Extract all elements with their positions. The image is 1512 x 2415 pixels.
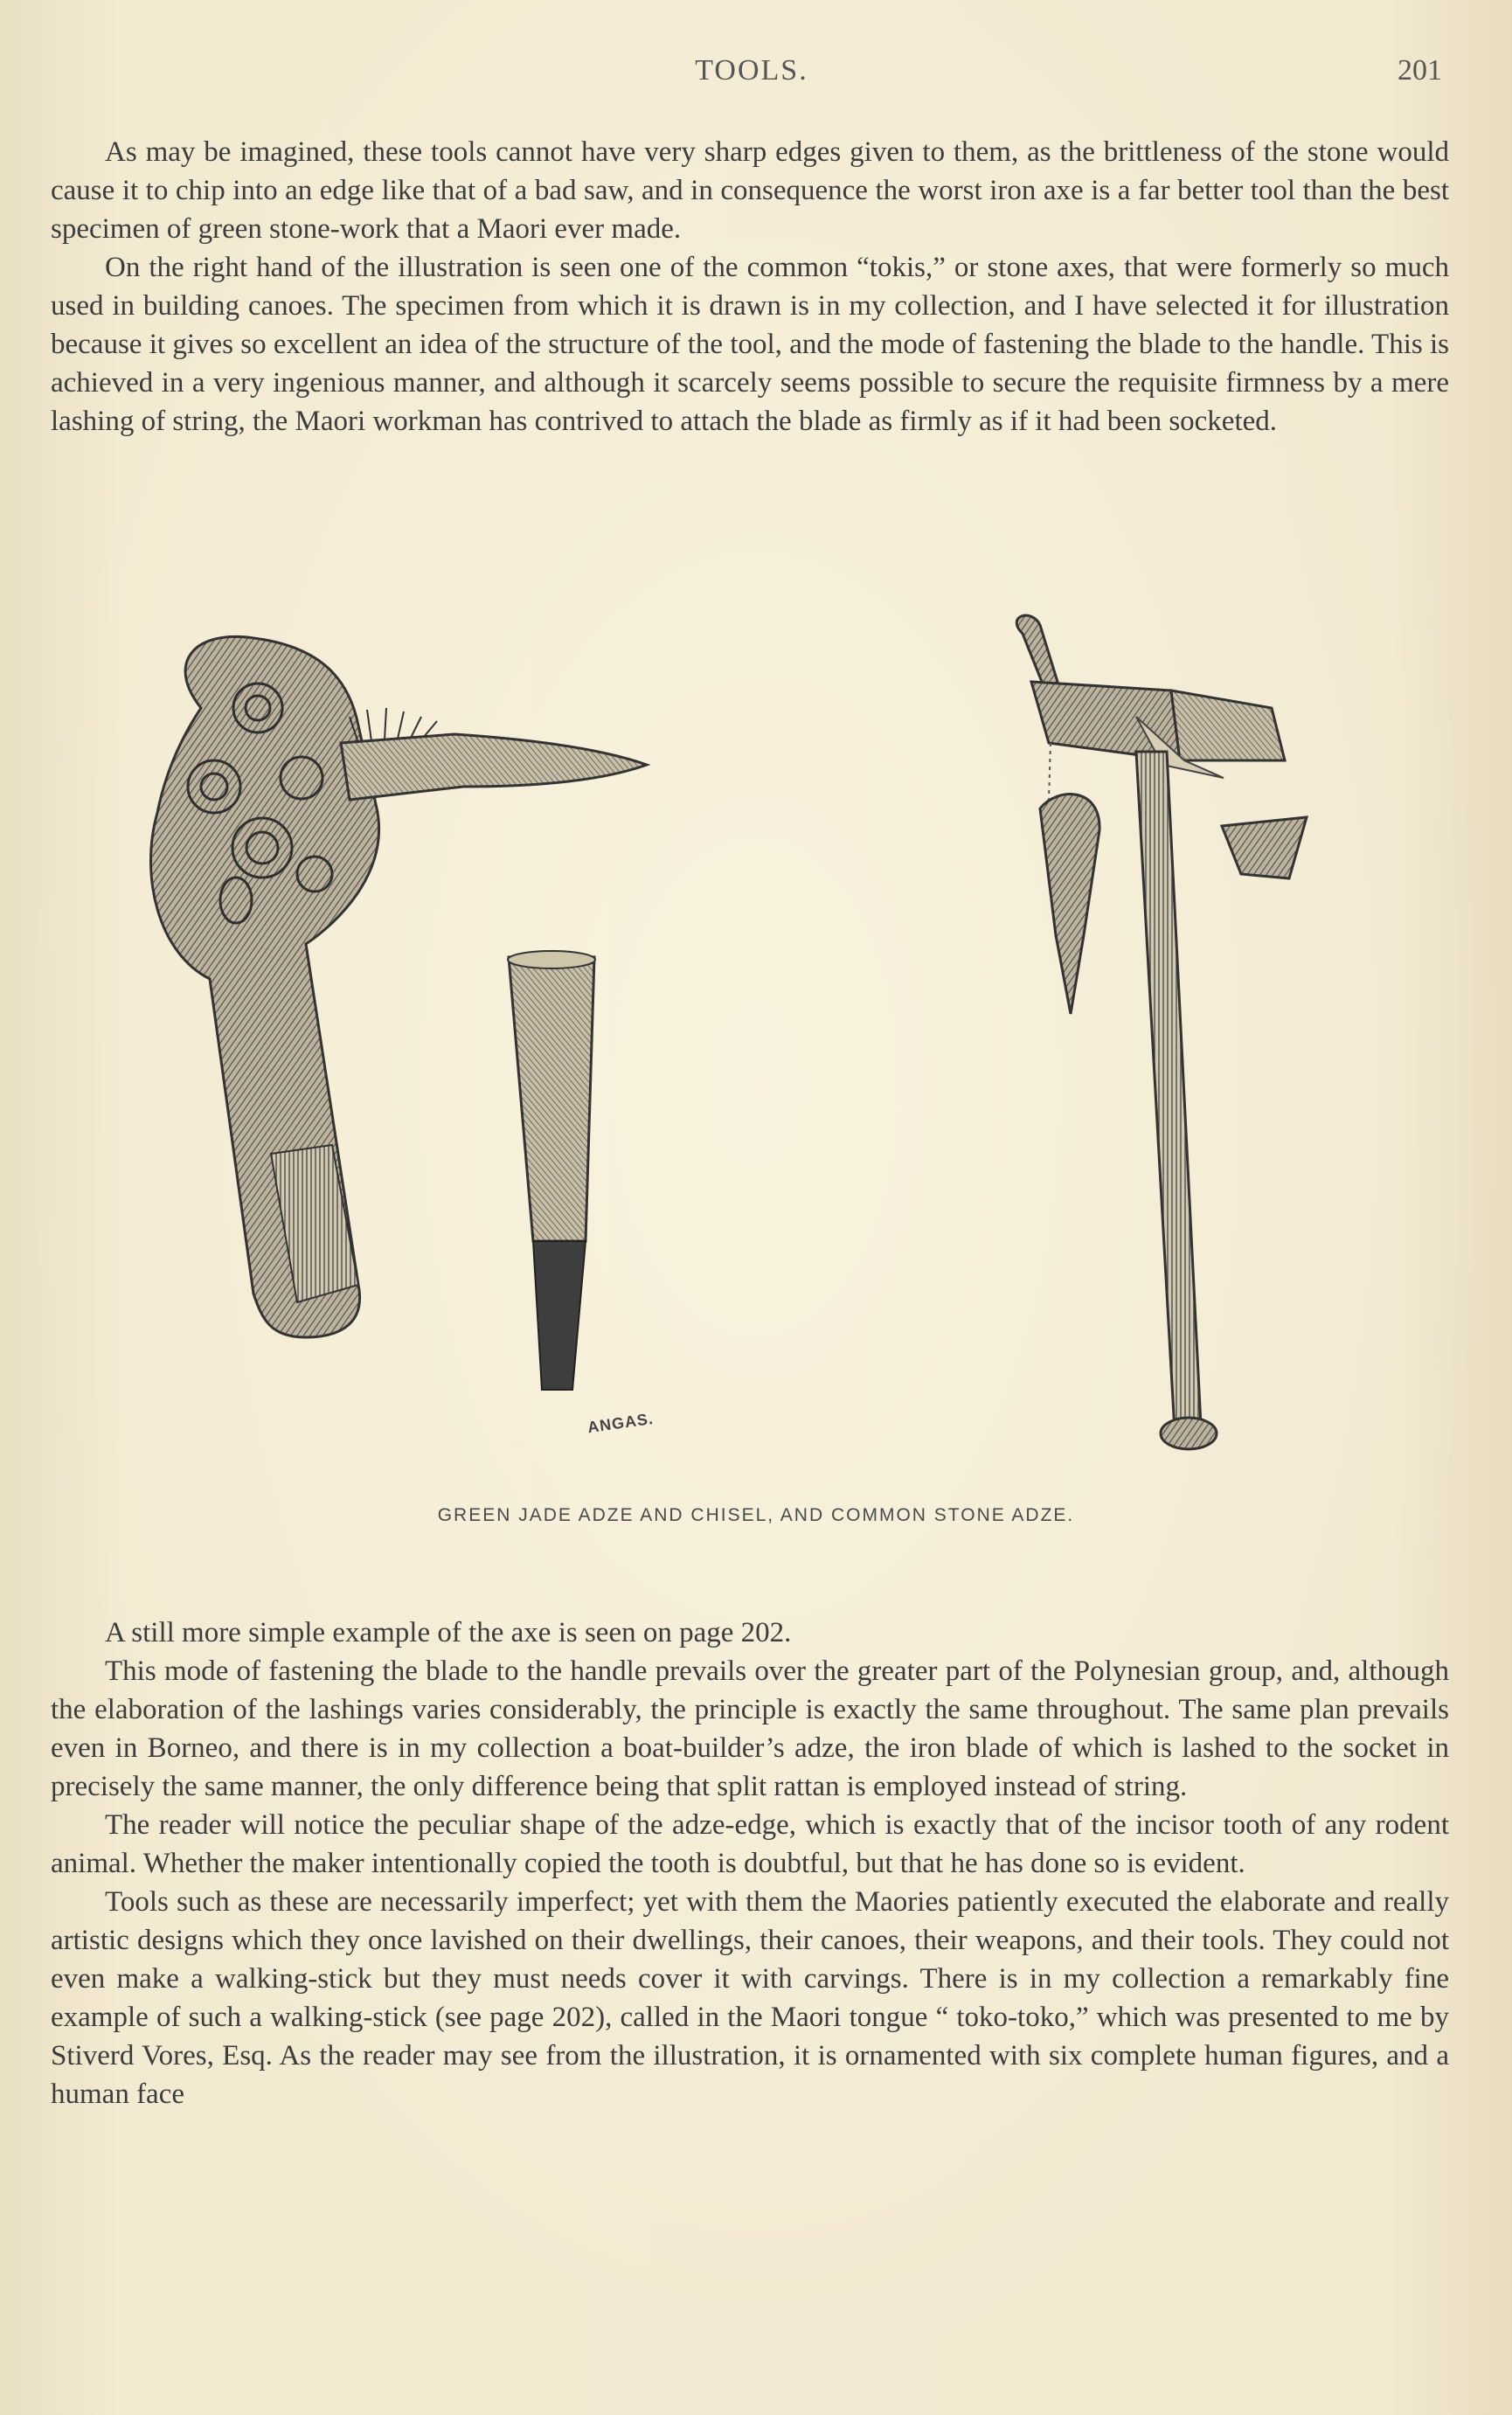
body-text-top — [51, 133, 1449, 441]
illustration-svg — [131, 612, 1390, 1486]
running-head — [52, 54, 1451, 98]
stone-adze-icon — [1016, 615, 1307, 1449]
paragraph: As may be imagined, these tools cannot have very sharp edges given to them, as the brittleness of the stone would cause it to chip into an edge like that of a bad saw, and in consequence the worst iron axe is a far better tool than the best specimen of green stone-work that a Maori ever made. — [51, 136, 1449, 245]
paragraph: This mode of fastening the blade to the handle prevails over the greater part of the Polynesian group, and, although the elaboration of the lashings varies considerably, the principle is exactly the same throughout. The same plan prevails even in Borneo, and there is in my collection a boat-builder’s adze, the iron blade of which is lashed to the socket in precisely the same manner, the only difference being that split rattan is employed instead of string. — [51, 1655, 1449, 1802]
running-title: TOOLS. — [695, 54, 808, 87]
paragraph: On the right hand of the illustration is seen one of the common “tokis,” or stone axes, that were formerly so much used in building canoes. The specimen from which it is drawn is in my collection, and I have selected it for illustration because it gives so excellent an idea of the structure of the tool, and the mode of fastening the blade to the handle. This is achieved in a very ingenious manner, and although it scarcely seems possible to secure the requisite firmness by a mere lashing of string, the Maori workman has contrived to attach the blade as firmly as if it had been socketed. — [51, 252, 1449, 437]
paragraph: Tools such as these are necessarily imperfect; yet with them the Maories patiently executed the elaborate and really artistic designs which they once lavished on their dwellings, their canoes, their weapons, and their tools. They could not even make a walking-stick but they must needs cover it with carvings. There is in my collection a remarkably fine example of such a walking-stick (see page 202), called in the Maori tongue “ toko-toko,” which was presented to me by Stiverd Vores, Esq. As the reader may see from the illustration, it is ornamented with six complete human figures, and a human face — [51, 1886, 1449, 2110]
illustration — [131, 612, 1390, 1486]
chisel-icon — [508, 951, 595, 1390]
body-text-bottom — [51, 1613, 1449, 2113]
engraver-signature: ANGAS. — [586, 1409, 655, 1437]
page-number: 201 — [1398, 54, 1442, 87]
figure-caption: GREEN JADE ADZE AND CHISEL, AND COMMON STONE ADZE. — [437, 1505, 1075, 1525]
paragraph: A still more simple example of the axe is seen on page 202. — [105, 1617, 792, 1648]
paragraph: The reader will notice the peculiar shape of the adze-edge, which is exactly that of the incisor tooth of any rodent animal. Whether the maker intentionally copied the tooth is doubtful, but that he has done so is evident. — [51, 1809, 1449, 1879]
